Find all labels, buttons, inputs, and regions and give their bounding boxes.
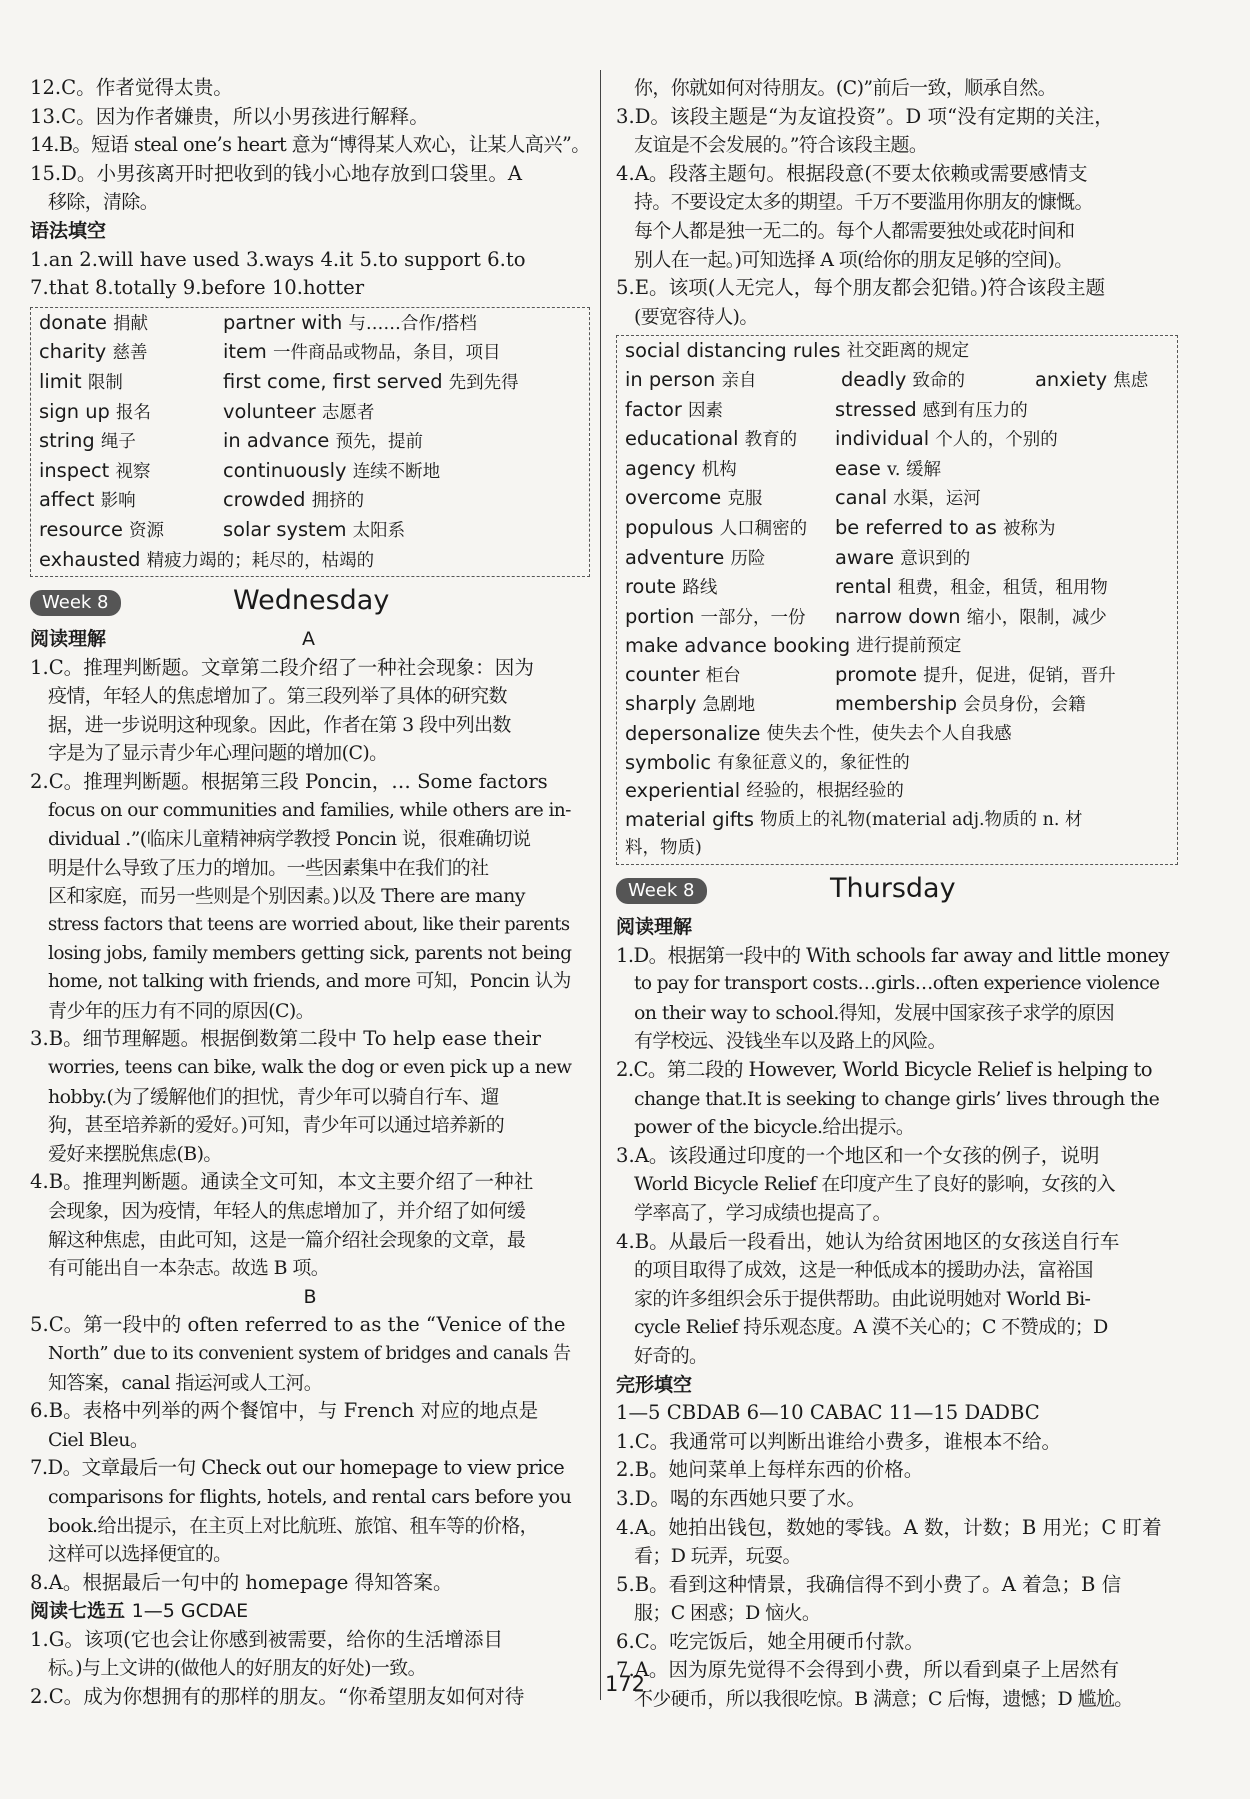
vocab-word: counter [625,662,700,686]
vocab-entry [223,368,519,398]
seven-answers: 1—5 GCDAE [131,1600,249,1623]
vocab-meaning: 水渠，运河 [893,489,981,510]
vocab-entry [1035,366,1148,396]
answer-line: World Bicycle Relief 在印度产生了良好的影响，女孩的入 [634,1173,1116,1196]
vocab-entry [39,398,223,428]
vocab-box-left [30,307,590,577]
vocab-meaning: 连续不断地 [352,461,441,482]
vocab-meaning: 提升，促进，促销，晋升 [923,665,1116,686]
answer-line: 这样可以选择便宜的。 [48,1543,232,1566]
vocab-row [625,544,1169,574]
answer-line: 有学校远、没钱坐车以及路上的风险。 [634,1030,947,1053]
vocab-meaning: 急剧地 [702,695,756,716]
vocab-meaning: 志愿者 [321,402,375,423]
left-column [30,74,590,1712]
grammar-answers: 7.that 8.totally 9.before 10.hotter [30,276,365,300]
vocab-meaning: 先到先得 [448,372,519,393]
answer-line: 13.C。因为作者嫌贵，所以小男孩进行解释。 [30,104,429,128]
vocab-word: educational [625,427,739,451]
cloze-answers: 1—5 CBDAB 6—10 CABAC 11—15 DADBC [616,1401,1040,1425]
answer-line: 你，你就如何对待朋友。(C)”前后一致，顺承自然。 [634,77,1056,99]
vocab-word: donate [39,310,107,334]
vocab-row [39,368,581,398]
vocab-word: crowded [223,488,306,512]
section-title-cloze: 完形填空 [616,1373,693,1396]
vocab-word: membership [835,692,958,716]
vocab-meaning: 慈善 [112,343,148,364]
vocab-entry [625,544,835,574]
answer-line: 标。)与上文讲的(做他人的好朋友的好处)一致。 [48,1657,426,1680]
part-a-label: A [302,628,315,651]
answer-line: 别人在一起。)可知选择 A 项(给你的朋友足够的空间)。 [634,248,1073,271]
vocab-row [625,661,1169,691]
answer-line: 有可能出自一本杂志。故选 B 项。 [48,1257,330,1280]
vocab-entry [625,690,835,720]
answer-line: 2.C。第二段的 However, World Bicycle Relief is helping to [616,1058,1152,1081]
vocab-entry [223,516,405,546]
answer-line: focus on our communities and families, while others are in- [48,799,571,821]
week-badge: Week 8 [616,878,707,904]
vocab-word: charity [39,340,107,364]
vocab-entry [835,603,1107,633]
vocab-entry [625,425,835,455]
reading-title-row [30,625,590,654]
answer-line: 字是为了显示青少年心理问题的增加(C)。 [48,742,388,765]
vocab-word: symbolic [625,750,712,774]
vocab-entry [223,457,440,487]
vocab-word: in person [625,367,716,391]
vocab-meaning: 有象征意义的，象征性的 [717,752,910,773]
answer-line: 据，进一步说明这种现象。因此，作者在第 3 段中列出数 [48,713,511,736]
vocab-word: sharply [625,692,697,716]
answer-line: 移除，清除。 [48,191,159,214]
vocab-entry [39,516,223,546]
vocab-meaning: 资源 [129,520,165,541]
answer-line: 3.D。该段主题是“为友谊投资”。D 项“没有定期的关注， [616,104,1114,128]
answer-line: 8.A。根据最后一句中的 homepage 得知答案。 [30,1570,453,1594]
vocab-entry [39,309,223,339]
vocab-meaning: 柜台 [705,665,741,686]
vocab-row [625,366,1169,396]
vocab-entry [39,338,223,368]
vocab-row [625,337,1169,366]
vocab-row [625,777,1169,806]
answer-line: book.给出提示，在主页上对比航班、旅馆、租车等的价格， [48,1514,538,1537]
answer-line: stress factors that teens are worried about, like their parents [48,914,570,936]
answer-line: 不少硬币，所以我很吃惊。B 满意；C 后悔，遗憾；D 尴尬。 [634,1688,1133,1711]
answer-line: 家的许多组织会乐于提供帮助。由此说明她对 World Bi- [634,1287,1091,1310]
vocab-meaning: 焦虑 [1113,370,1149,391]
vocab-word: stressed [835,397,917,421]
vocab-meaning: 教育的 [744,430,798,451]
answer-line: power of the bicycle.给出提示。 [634,1116,915,1139]
vocab-word: depersonalize [625,722,761,746]
vocab-entry [223,427,423,457]
vocab-row [625,690,1169,720]
vocab-word: narrow down [835,604,961,628]
answer-line: 5.B。看到这种情景，我确信得不到小费了。A 着急；B 信 [616,1572,1122,1596]
vocab-meaning: v. 缓解 [887,459,941,480]
answer-line: (要宽容待人)。 [634,305,758,328]
vocab-meaning: 视察 [115,461,151,482]
answer-line: 会现象，因为疫情，年轻人的焦虑增加了，并介绍了如何缓 [48,1199,526,1222]
vocab-word: make advance booking [625,634,851,658]
vocab-word: canal [835,486,888,510]
answer-line: 2.C。成为你想拥有的那样的朋友。“你希望朋友如何对待 [30,1685,525,1709]
vocab-row [625,749,1169,778]
answer-line: 疫情，年轻人的焦虑增加了。第三段列举了具体的研究数 [48,685,507,708]
vocab-entry [625,514,835,544]
vocab-row [39,546,581,576]
vocab-meaning: 报名 [116,402,152,423]
vocab-meaning: 与……合作/搭档 [348,313,477,334]
vocab-row [625,806,1169,835]
section-title-reading: 阅读理解 [30,628,107,651]
vocab-entry [39,457,223,487]
vocab-entry [39,546,374,576]
vocab-entry [835,573,1108,603]
vocab-entry [835,514,1056,544]
answer-line: losing jobs, family members getting sick, parents not being [48,942,572,964]
vocab-row [39,486,581,516]
vocab-meaning: 限制 [87,372,123,393]
vocab-word: overcome [625,486,722,510]
vocab-word: inspect [39,458,110,482]
answer-line: home, not talking with friends, and more 可知，Poncin 认为 [48,971,571,993]
vocab-entry [625,661,835,691]
vocab-row [625,632,1169,661]
vocab-meaning: 一件商品或物品，条目，项目 [272,343,501,364]
vocab-entry [39,486,223,516]
answer-line: hobby.(为了缓解他们的担忧，青少年可以骑自行车、遛 [48,1085,499,1108]
vocab-word: solar system [223,517,347,541]
answer-line: 明是什么导致了压力的增加。一些因素集中在我们的社 [48,856,489,879]
week-badge: Week 8 [30,590,121,616]
vocab-entry [841,366,1035,396]
vocab-entry [223,309,477,339]
vocab-word: social distancing rules [625,339,841,363]
vocab-entry [39,368,223,398]
column-divider [600,70,601,1700]
vocab-meaning: 太阳系 [352,520,406,541]
vocab-row [39,338,581,368]
vocab-word: individual [835,427,930,451]
vocab-word: affect [39,488,95,512]
vocab-word: rental [835,575,892,599]
vocab-meaning: 路线 [682,578,718,599]
vocab-word: anxiety [1035,367,1108,391]
vocab-meaning: 因素 [687,400,723,421]
section-title-reading: 阅读理解 [616,916,693,939]
answer-line: change that.It is seeking to change girls’ lives through the [634,1087,1160,1110]
answer-line: North” due to its convenient system of bridges and canals 告 [48,1342,571,1364]
vocab-row [39,309,581,339]
answer-line: 4.B。推理判断题。通读全文可知，本文主要介绍了一种社 [30,1170,534,1194]
answer-line: 区和家庭，而另一些则是个别因素。)以及 There are many [48,885,525,908]
answer-line: 3.B。细节理解题。根据倒数第二段中 To help ease their [30,1027,541,1051]
vocab-word: exhausted [39,547,141,571]
answer-line: 青少年的压力有不同的原因(C)。 [48,999,315,1022]
answer-line: 狗，甚至培养新的爱好。)可知，青少年可以通过培养新的 [48,1114,505,1137]
vocab-meaning: 个人的，个别的 [935,430,1058,451]
day-header-thursday [616,871,1178,911]
vocab-entry [625,366,841,396]
answer-line: 1.D。根据第一段中的 With schools far away and little money [616,943,1170,967]
vocab-entry [835,396,1028,426]
answer-line: 服；C 困惑；D 恼火。 [634,1602,821,1625]
answer-line: comparisons for flights, hotels, and rental cars before you [48,1485,572,1508]
vocab-meaning: 租费，租金，租赁，租用物 [897,578,1108,599]
vocab-word: populous [625,515,714,539]
vocab-entry [835,661,1116,691]
answer-line: 解这种焦虑，由此可知，这是一篇介绍社会现象的文章，最 [48,1228,526,1251]
answer-line: 6.C。吃完饭后，她全用硬币付款。 [616,1629,924,1653]
vocab-meaning: 致命的 [912,370,965,391]
vocab-meaning: 捐献 [113,313,149,334]
answer-line: 14.B。短语 steal one’s heart 意为“博得某人欢心，让某人高兴”。 [30,133,590,157]
vocab-meaning: 被称为 [1003,518,1056,539]
answer-line: 12.C。作者觉得太贵。 [30,76,233,99]
section-title-grammar: 语法填空 [30,219,107,242]
answer-line: 每个人都是独一无二的。每个人都需要独处或花时间和 [634,219,1075,242]
vocab-word: first come, first served [223,369,443,393]
vocab-word: portion [625,604,695,628]
vocab-entry [835,425,1058,455]
vocab-word: in advance [223,429,330,453]
section-title-seven [30,1597,590,1626]
vocab-row [625,603,1169,633]
vocab-meaning: 使失去个性，使失去个人自我感 [766,724,1012,745]
answer-line: 友谊是不会发展的。”符合该段主题。 [634,134,928,157]
answer-line: 7.A。因为原先觉得不会得到小费，所以看到桌子上居然有 [616,1658,1120,1682]
answer-line: 学率高了，学习成绩也提高了。 [634,1201,891,1224]
answer-line: 1.C。推理判断题。文章第二段介绍了一种社会现象：因为 [30,655,534,679]
answer-line: 看；D 玩弄，玩耍。 [634,1545,801,1568]
vocab-row [625,425,1169,455]
vocab-word: ease [835,456,881,480]
answer-line: 持。不要设定太多的期望。千万不要滥用你朋友的慷慨。 [634,191,1093,214]
answer-line: 1.C。我通常可以判断出谁给小费多，谁根本不给。 [616,1429,1062,1453]
page-number: 172 [604,1672,646,1696]
vocab-meaning: 精疲力竭的；耗尽的，枯竭的 [146,550,375,571]
vocab-word: item [223,340,267,364]
answer-line: 2.B。她问菜单上每样东西的价格。 [616,1458,924,1482]
vocab-word: route [625,575,677,599]
vocab-meaning: 一部分，一份 [700,607,806,628]
vocab-row [625,455,1169,485]
vocab-row [39,398,581,428]
vocab-meaning: 预先，提前 [335,432,423,453]
vocab-entry [39,427,223,457]
grammar-answers: 1.an 2.will have used 3.ways 4.it 5.to support 6.to [30,247,526,271]
vocab-meaning: 物质上的礼物(material adj.物质的 n. 材 [760,809,1083,830]
vocab-row [39,457,581,487]
vocab-entry [625,455,835,485]
vocab-word: material gifts [625,807,754,831]
answer-line: to pay for transport costs…girls…often experience violence [634,973,1160,995]
answer-line: cycle Relief 持乐观态度。A 漠不关心的；C 不赞成的；D [634,1316,1108,1339]
vocab-word: volunteer [223,399,316,423]
vocab-meaning: 影响 [100,491,136,512]
vocab-meaning: 经验的，根据经验的 [746,781,904,802]
vocab-meaning: 进行提前预定 [856,636,962,657]
vocab-meaning: 感到有压力的 [922,400,1028,421]
vocab-row [625,396,1169,426]
vocab-word: continuously [223,458,347,482]
right-column [616,74,1178,1714]
vocab-word: adventure [625,545,725,569]
vocab-row [625,720,1169,749]
answer-line: 4.B。从最后一段看出，她认为给贫困地区的女孩送自行车 [616,1229,1120,1253]
vocab-entry [625,396,835,426]
answer-line: 15.D。小男孩离开时把收到的钱小心地存放到口袋里。A [30,161,523,185]
vocab-entry [223,486,364,516]
vocab-meaning: 社交距离的规定 [846,341,970,362]
vocab-word: deadly [841,367,907,391]
vocab-row [625,573,1169,603]
vocab-meaning: 会员身份，会籍 [963,695,1086,716]
vocab-word: resource [39,517,123,541]
vocab-meaning: 绳子 [100,432,136,453]
vocab-row [39,516,581,546]
vocab-entry [625,484,835,514]
vocab-meaning: 克服 [727,489,763,510]
vocab-entry [835,484,981,514]
answer-line: 3.D。喝的东西她只要了水。 [616,1486,866,1510]
vocab-row [625,514,1169,544]
vocab-word: promote [835,662,918,686]
vocab-word: limit [39,369,82,393]
answer-line: on their way to school.得知，发展中国家孩子求学的原因 [634,1001,1115,1024]
answer-line: 5.C。第一段中的 often referred to as the “Venice of the [30,1313,566,1337]
answer-line: Ciel Bleu。 [48,1428,149,1451]
seven-title: 阅读七选五 [30,1600,126,1623]
answer-line: 的项目取得了成效，这是一种低成本的援助办法，富裕国 [634,1259,1093,1282]
vocab-word: sign up [39,399,110,423]
vocab-meaning: 料，物质) [625,838,702,859]
vocab-word: agency [625,456,696,480]
vocab-meaning: 亲自 [721,370,757,391]
vocab-meaning: 人口稠密的 [719,518,808,539]
answer-line: 1.G。该项(它也会让你感到被需要，给你的生活增添目 [30,1627,504,1651]
vocab-meaning: 历险 [730,548,766,569]
vocab-meaning: 缩小，限制，减少 [966,607,1107,628]
vocab-entry [223,338,500,368]
answer-line: 6.B。表格中列举的两个餐馆中，与 French 对应的地点是 [30,1399,539,1423]
part-b-label: B [303,1285,317,1308]
vocab-word: factor [625,397,682,421]
answer-line: 4.A。她拍出钱包，数她的零钱。A 数，计数；B 用光；C 盯着 [616,1515,1162,1539]
vocab-entry [625,603,835,633]
answer-line: 知答案，canal 指运河或人工河。 [48,1371,323,1394]
vocab-word: aware [835,545,895,569]
day-header-wednesday [30,583,590,623]
vocab-entry [835,455,941,485]
vocab-entry [625,573,835,603]
day-title: Thursday [830,873,956,905]
vocab-row [625,834,1169,863]
answer-line: dividual .”(临床儿童精神病学教授 Poncin 说，很难确切说 [48,828,531,851]
vocab-word: experiential [625,779,741,803]
vocab-row [625,484,1169,514]
vocab-word: string [39,429,95,453]
vocab-meaning: 拥挤的 [311,491,365,512]
vocab-entry [223,398,374,428]
vocab-meaning: 意识到的 [900,548,971,569]
answer-line: 好奇的。 [634,1344,708,1367]
answer-line: 3.A。该段通过印度的一个地区和一个女孩的例子，说明 [616,1143,1100,1167]
day-title: Wednesday [233,585,390,617]
answer-line: worries, teens can bike, walk the dog or even pick up a new [48,1057,572,1078]
answer-line: 5.E。该项(人无完人，每个朋友都会犯错。)符合该段主题 [616,276,1106,300]
vocab-entry [835,544,970,574]
vocab-entry [835,690,1086,720]
answer-line: 7.D。文章最后一句 Check out our homepage to view price [30,1456,565,1480]
answer-line: 2.C。推理判断题。根据第三段 Poncin，… Some factors [30,770,548,794]
vocab-meaning: 机构 [701,459,737,480]
answer-line: 爱好来摆脱焦虑(B)。 [48,1142,222,1165]
vocab-word: partner with [223,310,343,334]
vocab-row [39,427,581,457]
answer-line: 4.A。段落主题句。根据段意(不要太依赖或需要感情支 [616,161,1088,185]
vocab-box-right [616,335,1178,865]
vocab-word: be referred to as [835,515,997,539]
